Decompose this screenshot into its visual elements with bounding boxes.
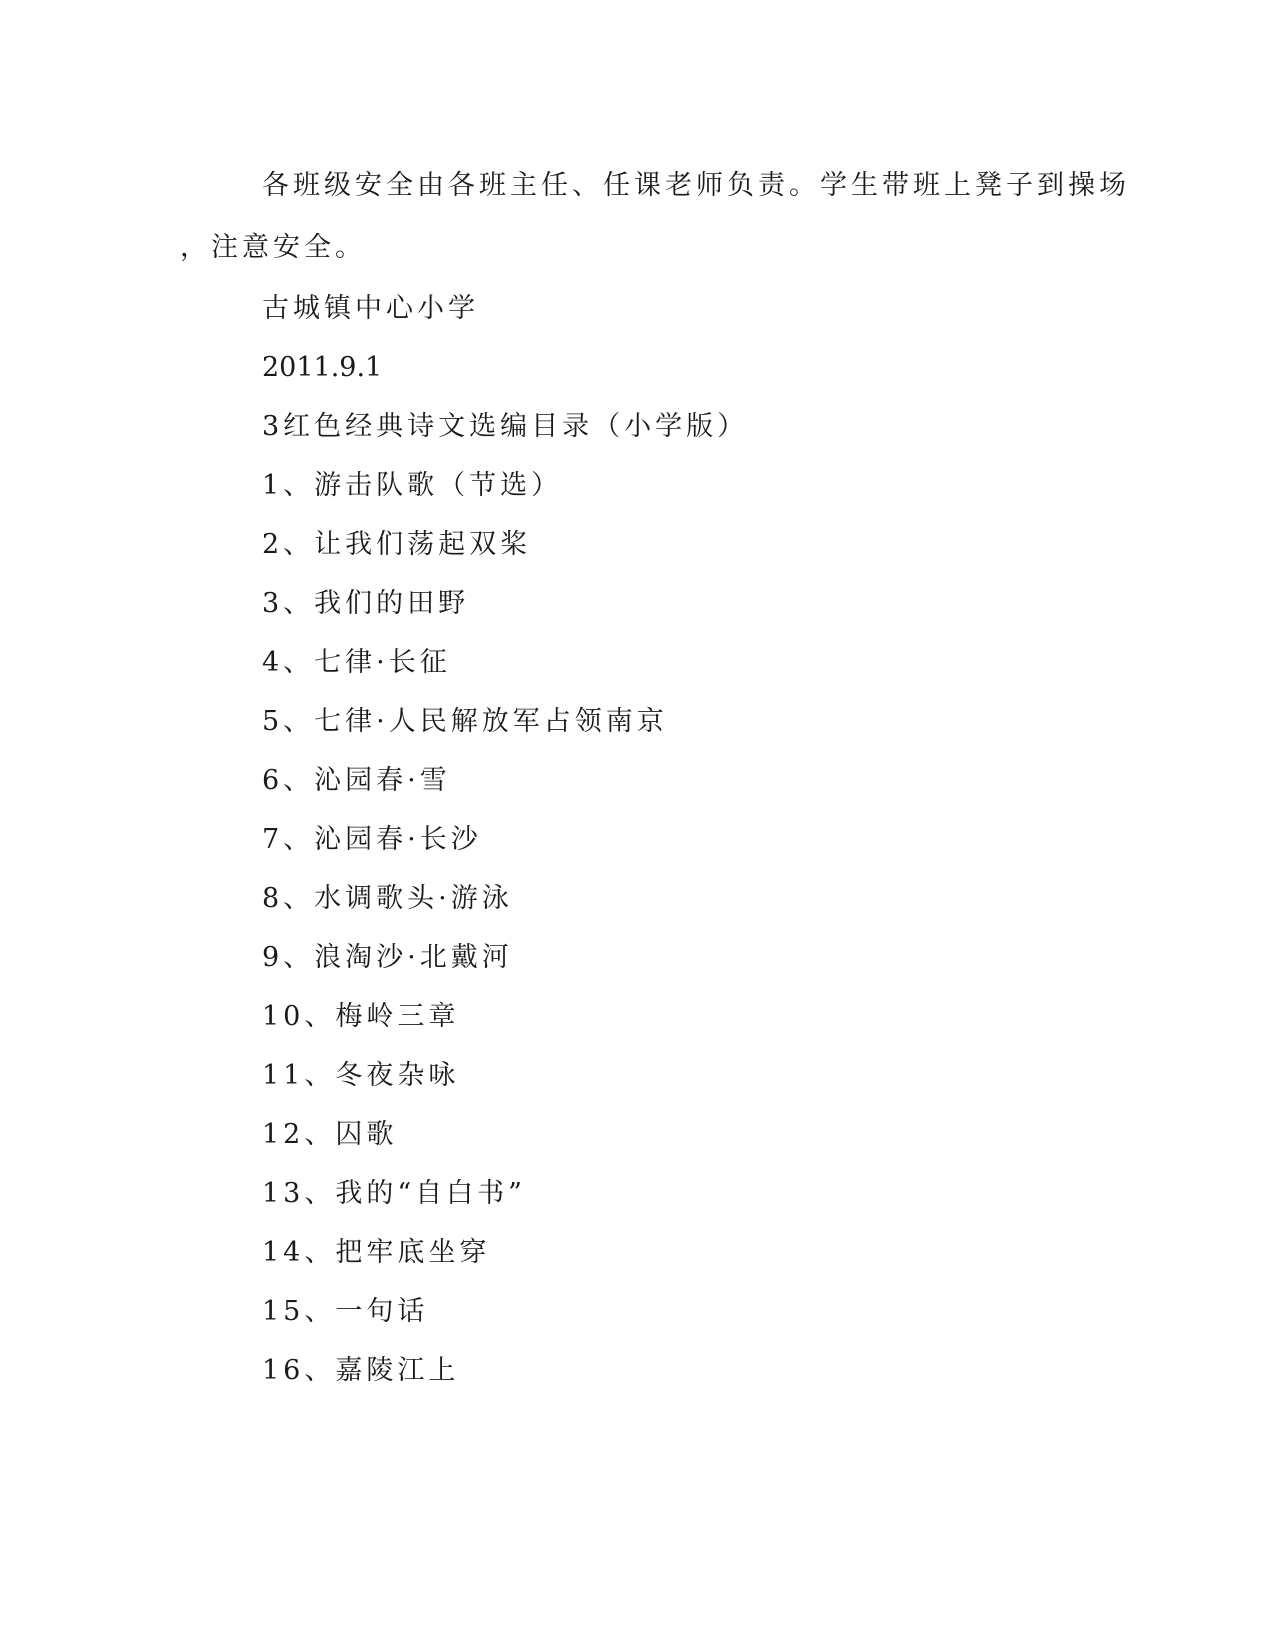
school-name: 古城镇中心小学: [262, 293, 479, 324]
notice-paragraph-line-2: ，注意安全。: [180, 232, 366, 263]
notice-date: 2011.9.1: [262, 352, 383, 383]
notice-paragraph-line-1: 各班级安全由各班主任、任课老师负责。学生带班上凳子到操场: [262, 170, 1130, 201]
catalog-item: 6、沁园春·雪: [262, 765, 451, 796]
catalog-item: 7、沁园春·长沙: [262, 824, 482, 855]
catalog-item: 9、浪淘沙·北戴河: [262, 942, 513, 973]
catalog-item: 2、让我们荡起双桨: [262, 529, 532, 560]
catalog-item: 3、我们的田野: [262, 588, 470, 619]
catalog-item: 15、一句话: [262, 1296, 429, 1327]
catalog-item: 14、把牢底坐穿: [262, 1237, 491, 1268]
catalog-item: 16、嘉陵江上: [262, 1355, 460, 1386]
catalog-item: 12、囚歌: [262, 1119, 398, 1150]
catalog-item: 11、冬夜杂咏: [262, 1060, 460, 1091]
catalog-item: 4、七律·长征: [262, 647, 451, 678]
catalog-item: 5、七律·人民解放军占领南京: [262, 706, 668, 737]
catalog-item: 1、游击队歌（节选）: [262, 470, 563, 501]
catalog-item: 10、梅岭三章: [262, 1001, 460, 1032]
catalog-title: 3红色经典诗文选编目录（小学版）: [262, 411, 749, 442]
catalog-item: 13、我的“自白书”: [262, 1178, 526, 1209]
catalog-item: 8、水调歌头·游泳: [262, 883, 513, 914]
